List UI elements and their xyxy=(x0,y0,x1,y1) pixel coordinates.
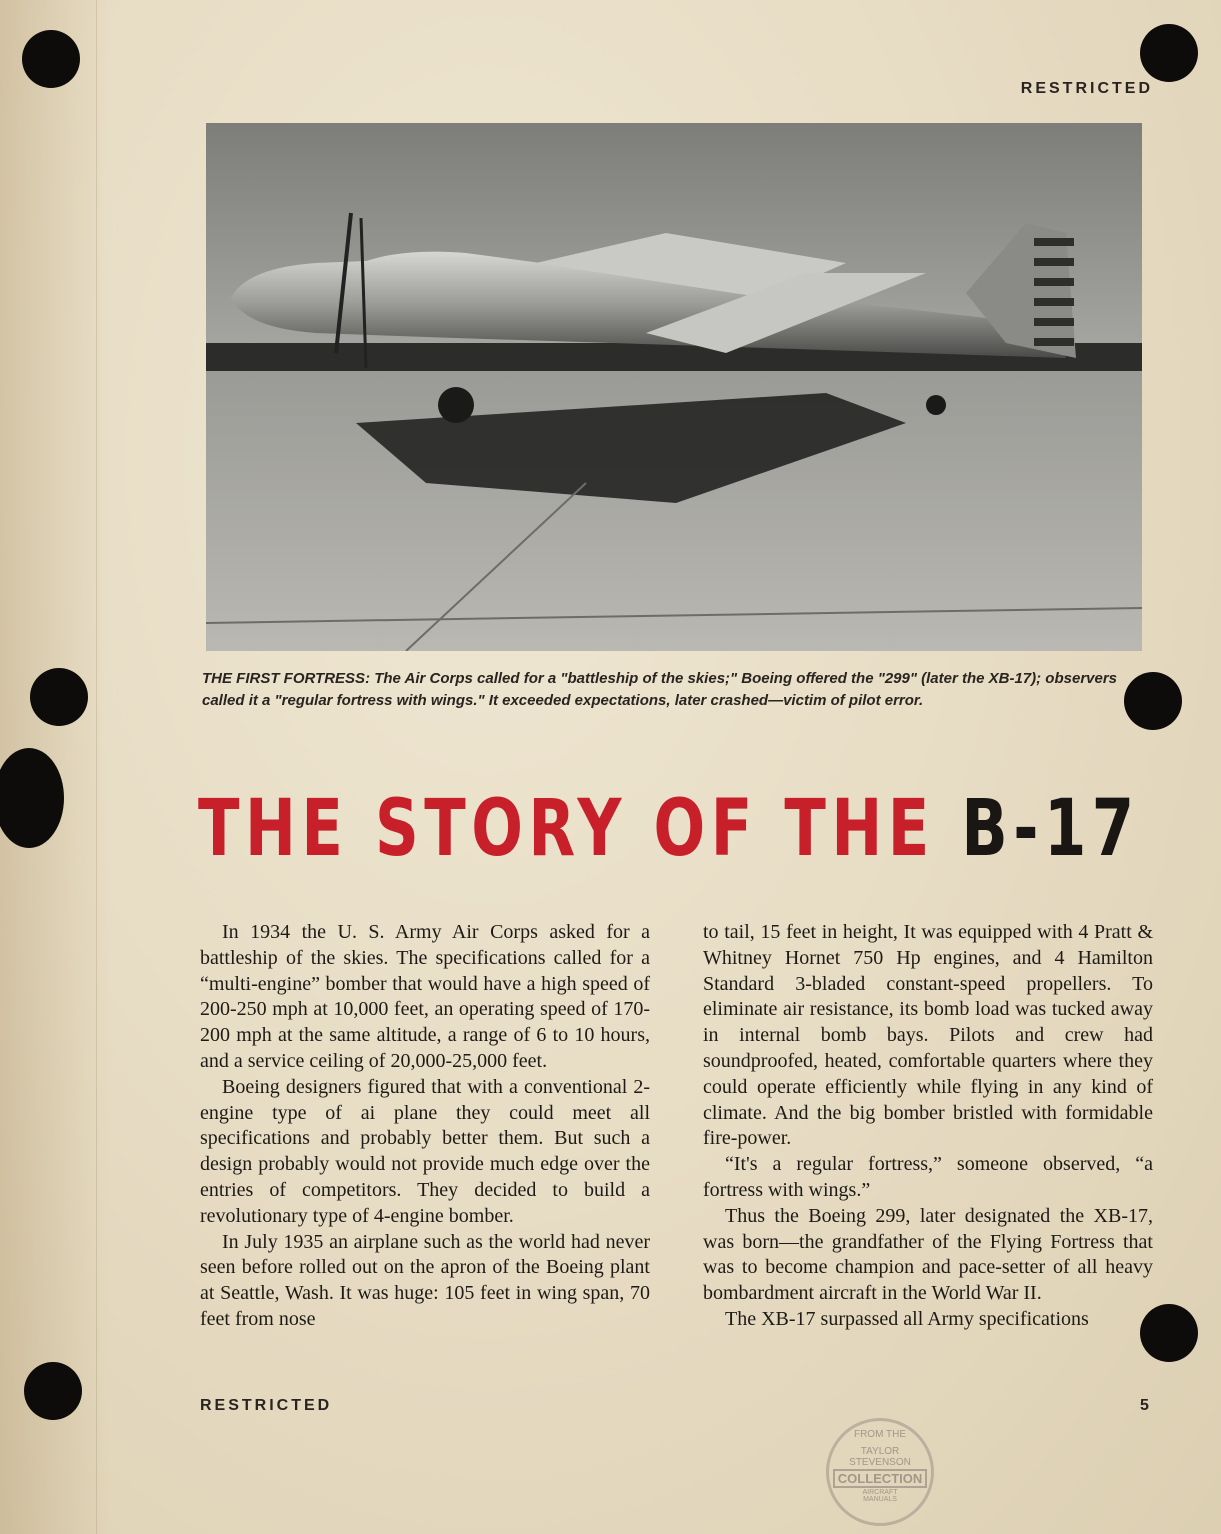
stamp-line: AIRCRAFT xyxy=(862,1489,898,1496)
paragraph: Boeing designers figured that with a conventional 2-engine type of ai plane they could meet all specifications and probably better them. But such a design probably would not provide much edge over the entries of competitors. They decided to build a revolutionary type of 4-engine bomber. xyxy=(200,1075,650,1227)
margin-line xyxy=(96,0,97,1534)
stamp-line: TAYLOR xyxy=(860,1446,900,1457)
binder-hole xyxy=(24,1362,82,1420)
caption-lead: THE FIRST FORTRESS: xyxy=(202,670,371,687)
header-restricted: RESTRICTED xyxy=(1020,80,1153,97)
paragraph: “It's a regular fortress,” someone observed, “a fortress with wings.” xyxy=(703,1153,1153,1201)
stamp-line: COLLECTION xyxy=(833,1469,927,1488)
caption-text: The Air Corps called for a "battleship of the skies;" Boeing offered the "299" (later the XB-17); observers called it a "regular fortress with wings." It exceeded expectations, later crashed—victim of pilot error. xyxy=(202,670,1118,709)
aircraft-photo-icon xyxy=(206,123,1142,651)
paragraph: Thus the Boeing 299, later designated the XB-17, was born—the grandfather of the Flying Fortress that was to become champion and pace-setter of all heavy bombardment aircraft in the World War II. xyxy=(703,1204,1153,1305)
stamp-line: MANUALS xyxy=(863,1496,897,1503)
paragraph-continued: to tail, 15 feet in height, It was equipped with 4 Pratt & Whitney Hornet 750 Hp engines, and 4 Hamilton Standard 3-bladed constant-speed propellers. To eliminate air resistance, its bomb load was tucked away in internal bomb bays. Pilots and crew had soundproofed, heated, comfortable quarters where they could operate efficiently while flying in any kind of climate. And the big bomber bristled with formidable fire-power. xyxy=(703,921,1153,1150)
body-column-left xyxy=(200,920,650,1333)
title-red-part: THE STORY OF THE xyxy=(198,784,935,874)
footer-restricted: RESTRICTED xyxy=(200,1397,333,1414)
paragraph: In July 1935 an airplane such as the world had never seen before rolled out on the apron of the Boeing plant at Seattle, Wash. It was huge: 105 feet in wing span, 70 feet from nose xyxy=(200,1230,650,1330)
title-black-part: B-17 xyxy=(961,784,1140,874)
binder-hole xyxy=(22,30,80,88)
paragraph: The XB-17 surpassed all Army specifications xyxy=(725,1307,1089,1330)
binder-hole xyxy=(1140,24,1198,82)
page-title xyxy=(198,784,1140,874)
body-column-right xyxy=(703,920,1153,1333)
collection-stamp xyxy=(826,1418,934,1526)
paragraph: In 1934 the U. S. Army Air Corps asked for a battleship of the skies. The specifications called for a “multi-engine” bomber that would have a high speed of 200-250 mph at 10,000 feet, an operating speed of 170-200 mph at the same altitude, a range of 6 to 10 hours, and a service ceiling of 20,000-25,000 feet. xyxy=(200,921,650,1072)
stamp-line: STEVENSON xyxy=(849,1457,911,1468)
page-number: 5 xyxy=(1140,1397,1149,1414)
aircraft-photo xyxy=(206,123,1142,651)
stamp-line: FROM THE xyxy=(853,1429,907,1440)
photo-caption xyxy=(202,668,1162,712)
binder-hole xyxy=(30,668,88,726)
